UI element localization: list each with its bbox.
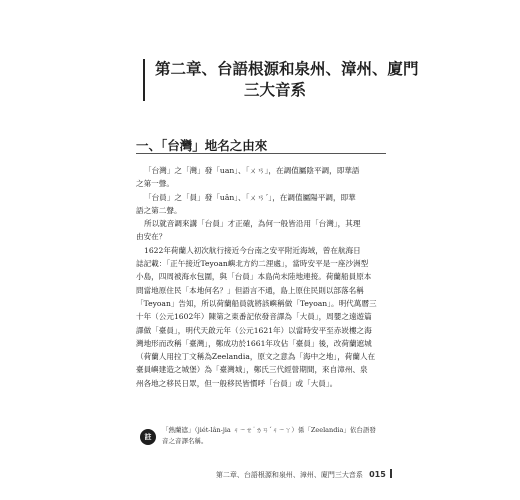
body-line: 問當地原住民「本地何名？」但語言不通，島上原住民則以部落名稱 bbox=[136, 285, 364, 295]
body-line: 之第一聲。 bbox=[136, 179, 174, 189]
note-badge-icon: 註 bbox=[140, 429, 156, 445]
body-line: 1622年荷蘭人初次航行接近今台南之安平附近海域，曾在航海日 bbox=[144, 245, 361, 255]
body-text bbox=[136, 164, 386, 390]
body-line: 「台灣」之「灣」發「uan」、「ㄨㄢ」，在調值屬陰平調，即華語 bbox=[144, 166, 360, 175]
section-heading: 一、「台灣」地名之由來 bbox=[136, 138, 268, 153]
footnote-line1: 「熱蘭遮」（jiét-lân-jia ㄐㄧㄝ˙ㄌㄢˊㄐㄧㄚ）係「Zeelandia」依台語發 bbox=[162, 426, 376, 434]
body-line: 「Teyoan」告知，所以荷蘭船員就將該嶼稱做「Teyoan」。明代萬曆三 bbox=[136, 298, 377, 308]
body-line: 臺員嶼建造之城堡）為「臺灣城」，鄭氏三代經營期間，來自漳州、泉 bbox=[136, 365, 368, 375]
chapter-title-line1: 第二章、台語根源和泉州、漳州、廈門 bbox=[155, 60, 419, 78]
chapter-title bbox=[143, 59, 419, 101]
body-line: 譯做「臺員」，明代天啟元年（公元1621年）以當時安平至赤崁樓之海 bbox=[136, 325, 372, 335]
footnote-line2: 音之音譯名稱。 bbox=[162, 437, 208, 445]
page-footer bbox=[216, 469, 392, 480]
body-line: 灣地形而改稱「臺灣」，鄭成功於1661年攻佔「臺員」後，改荷蘭遮城 bbox=[136, 338, 372, 348]
body-line: 誌記載：「正午接近Teyoan嶼北方約二浬處」，當時安平是一座沙洲型 bbox=[136, 259, 369, 269]
body-line: 州各地之移民日眾，但一般移民皆慣呼「台員」或「大員」。 bbox=[136, 378, 338, 388]
body-line: 由安在？ bbox=[136, 232, 167, 242]
body-line: （荷蘭人用拉丁文稱為Zeelandia，原文之意為「海中之地」，荷蘭人在 bbox=[136, 352, 376, 362]
running-title: 第二章、台語根源和泉州、漳州、廈門三大音系 bbox=[215, 471, 363, 479]
body-line: 所以就音調來講「台員」才正確，為何一般皆沿用「台灣」，其理 bbox=[144, 219, 361, 229]
body-line: 小島，四周被海水包圍，與「台員」本島尚未陸地連接。荷蘭船員原本 bbox=[136, 272, 372, 282]
section-divider bbox=[136, 153, 386, 154]
footnote bbox=[162, 425, 388, 447]
body-line: 十年（公元1602年）陳第之東番記依發音譯為「大員」，周嬰之遠遊篇 bbox=[136, 312, 372, 322]
page-number: 015 bbox=[369, 470, 386, 479]
body-line: 語之第二聲。 bbox=[136, 205, 182, 215]
footer-bar bbox=[390, 469, 392, 478]
body-line: 「台員」之「員」發「uân」、「ㄨㄢˊ」，在調值屬陽平調，即華 bbox=[144, 192, 356, 202]
chapter-title-line2: 三大音系 bbox=[243, 81, 306, 99]
